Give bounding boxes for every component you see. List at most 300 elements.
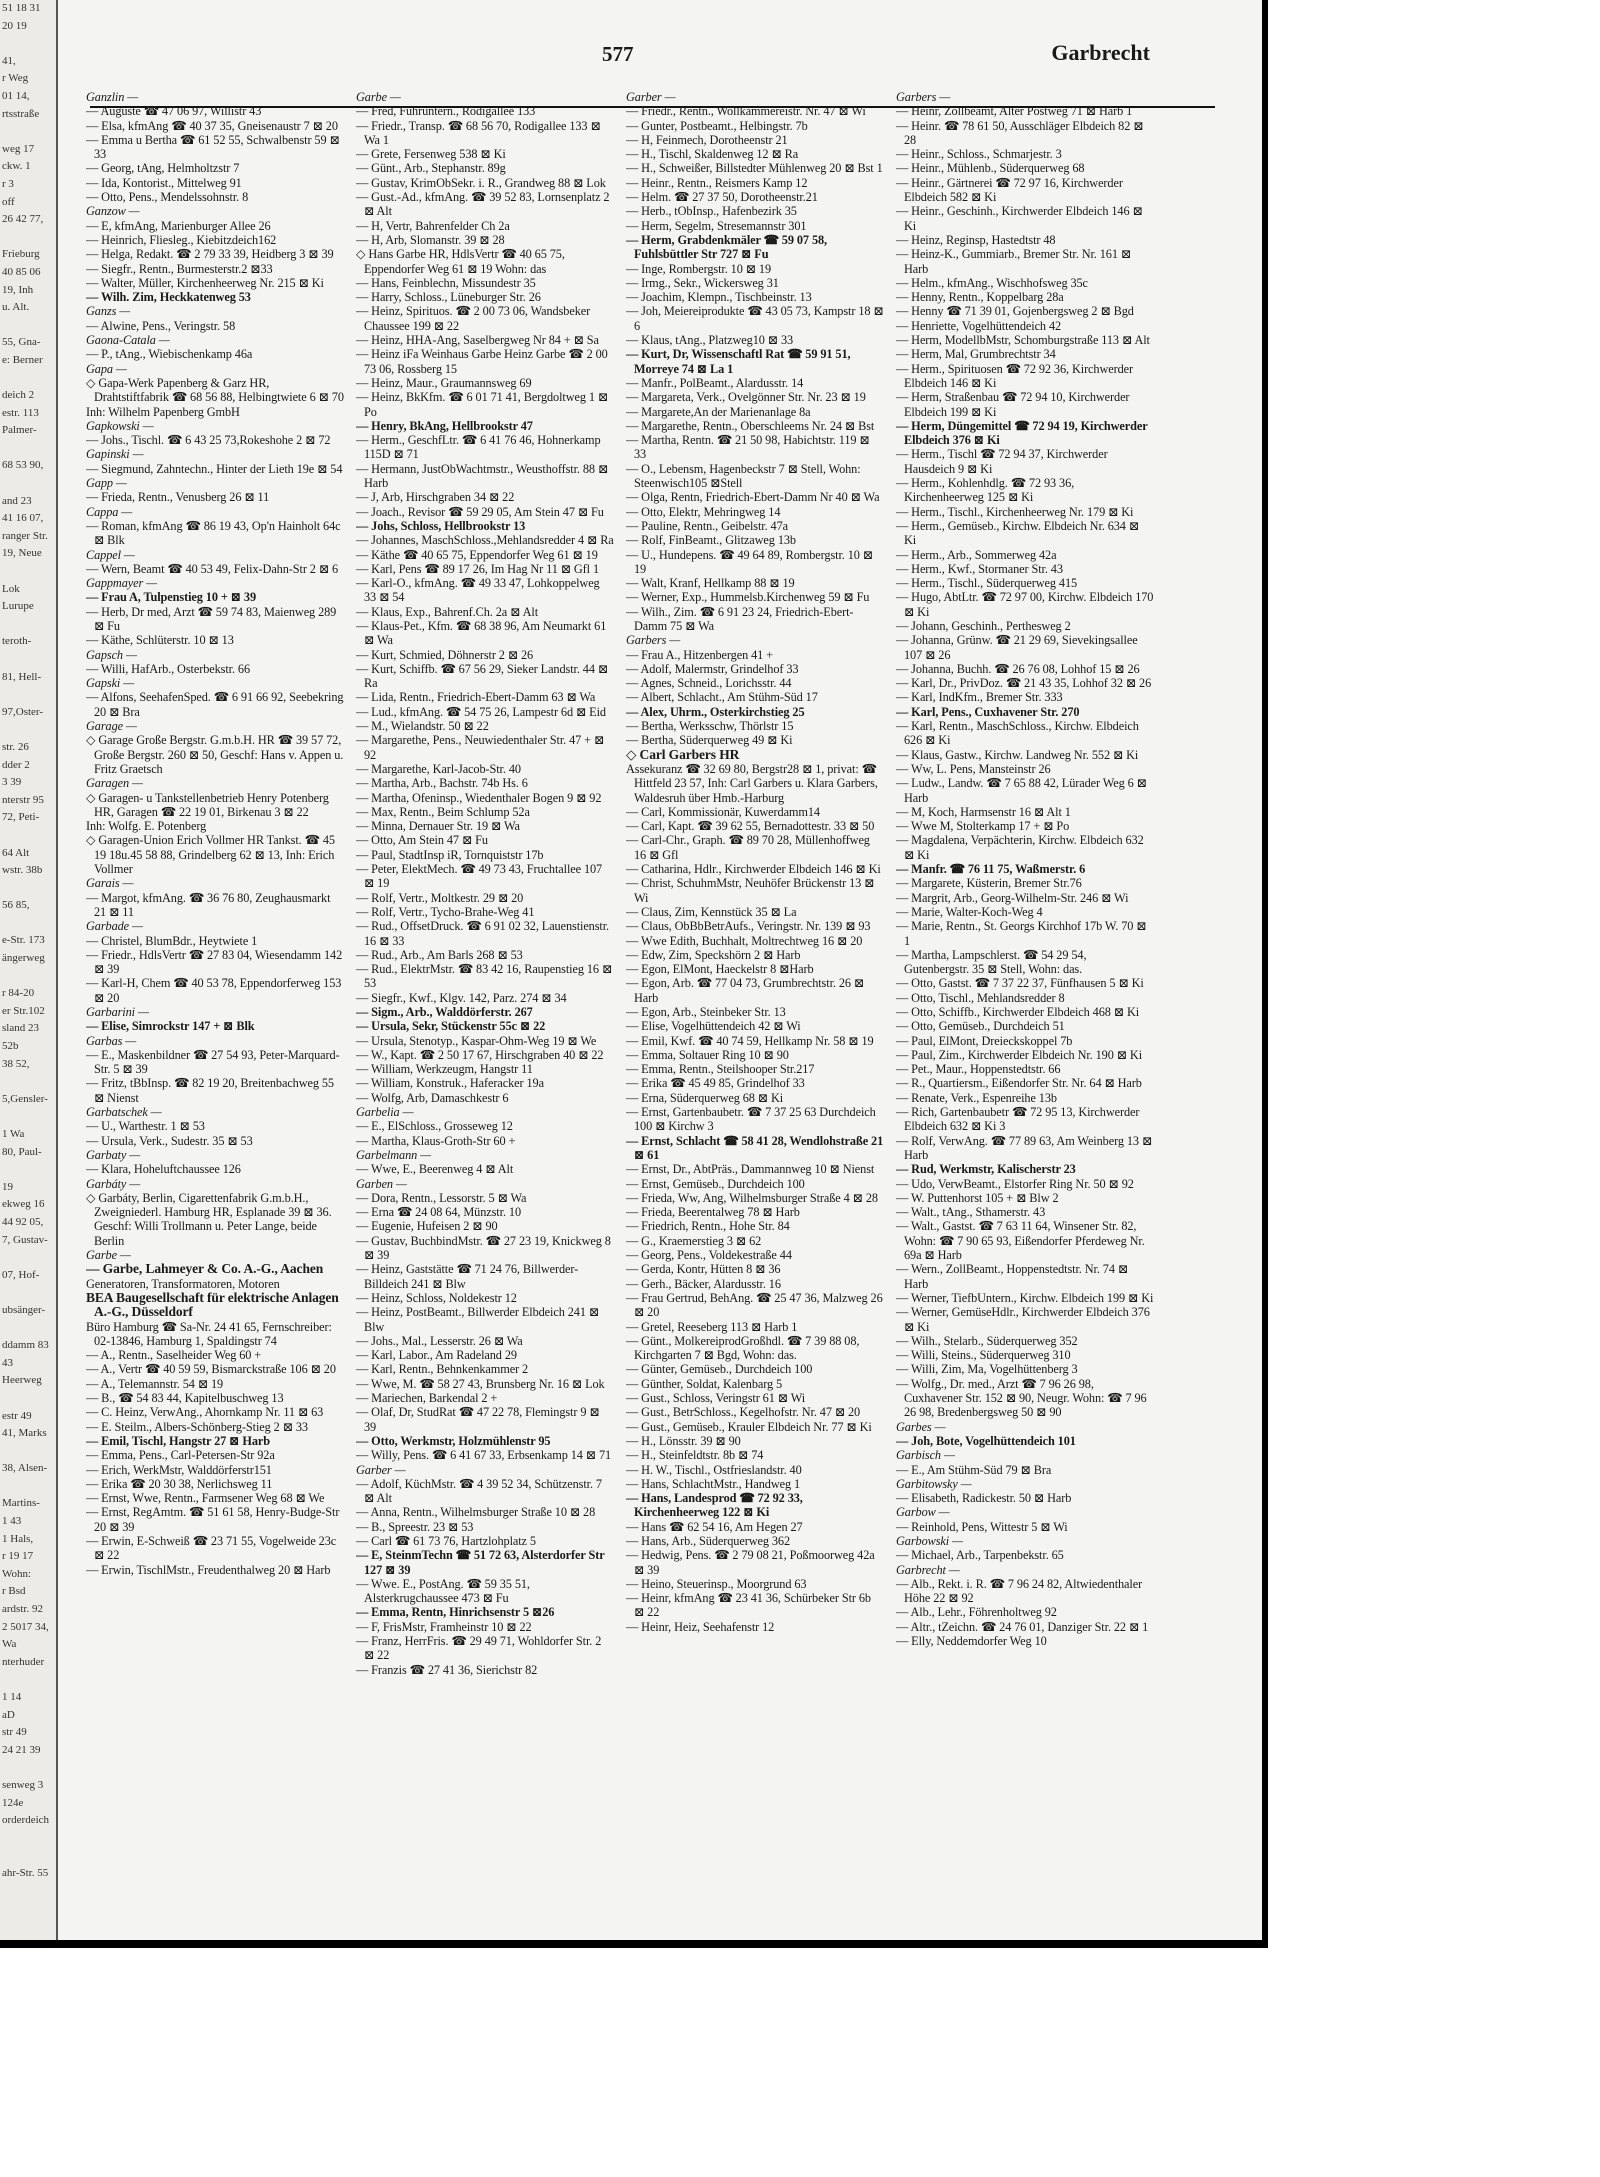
directory-entry: — Heinz, Gaststätte ☎ 71 24 76, Billwerder-Billdeich 241 ⊠ Blw	[356, 1262, 579, 1291]
directory-entry: — Otto, Werkmstr, Holzmühlenstr 95	[356, 1433, 551, 1448]
directory-entry: — F, FrisMstr, Framheinstr 10 ⊠ 22	[356, 1619, 532, 1634]
directory-entry: — Roman, kfmAng ☎ 86 19 43, Op'n Hainholt 64c ⊠ Blk	[86, 518, 341, 548]
directory-entry: — Wilh., Stelarb., Süderquerweg 352	[896, 1333, 1078, 1348]
strip-fragment	[0, 1108, 56, 1126]
strip-fragment: and 23	[2, 494, 32, 507]
directory-entry: — H, Vertr, Bahrenfelder Ch 2a	[356, 218, 510, 233]
strip-fragment: r 3	[2, 177, 14, 190]
directory-entry: — Heino, Steuerinsp., Moorgrund 63	[626, 1576, 807, 1591]
directory-entry: — Martha, Ofeninsp., Wiedenthaler Bogen 9 ⊠ 92	[356, 790, 602, 805]
directory-entry: — M., Wielandstr. 50 ⊠ 22	[356, 719, 489, 734]
strip-fragment: ckw. 1	[2, 160, 31, 173]
strip-fragment: Wohn:	[2, 1567, 32, 1580]
directory-entry: — J, Arb, Hirschgraben 34 ⊠ 22	[356, 490, 515, 505]
directory-entry: — Georg, Pens., Voldekestraße 44	[626, 1248, 792, 1263]
directory-entry: — B., ☎ 54 83 44, Kapitelbuschweg 13	[86, 1391, 284, 1406]
directory-entry: — Christ, SchuhmMstr, Neuhöfer Brückenstr 13 ⊠ Wi	[626, 876, 875, 905]
directory-entry: — Gunter, Postbeamt., Helbingstr. 7b	[626, 118, 808, 133]
surname-heading: Garbade —	[86, 919, 143, 934]
strip-fragment	[0, 721, 56, 739]
directory-entry: — Marie, Rentn., St. Georgs Kirchhof 17b W. 70 ⊠ 1	[896, 919, 1147, 948]
directory-entry: — Frieda, Ww, Ang, Wilhelmsburger Straße 4 ⊠ 28	[626, 1190, 878, 1205]
strip-fragment: senweg 3	[2, 1778, 44, 1791]
directory-entry: — Walt., tAng., Sthamerstr. 43	[896, 1205, 1046, 1220]
directory-entry: — R., Quartiersm., Eißendorfer Str. Nr. 64 ⊠ Harb	[896, 1076, 1142, 1091]
strip-fragment: 7, Gustav-	[2, 1233, 48, 1246]
strip-fragment: 3 39	[2, 776, 22, 789]
directory-entry: — Margarethe, Pens., Neuwiedenthaler Str. 47 + ⊠ 92	[356, 733, 605, 762]
directory-entry: Inh: Wilhelm Papenberg GmbH	[86, 404, 240, 419]
directory-entry: — Günt., Arb., Stephanstr. 89g	[356, 161, 506, 176]
strip-fragment: 55, Gna-	[2, 336, 41, 349]
directory-entry: Inh: Wolfg. E. Potenberg	[86, 819, 207, 834]
scan-border	[0, 1940, 1268, 1948]
directory-entry: — Herm, Segelm, Stresemannstr 301	[626, 218, 807, 233]
surname-heading: Gapkowski —	[86, 418, 154, 433]
directory-entry: — Margarethe, Rentn., Oberschleems Nr. 24 ⊠ Bst	[626, 418, 875, 433]
directory-entry: — H., Tischl, Skaldenweg 12 ⊠ Ra	[626, 147, 799, 162]
directory-entry: — Günter, Gemüseb., Durchdeich 100	[626, 1362, 813, 1377]
strip-fragment: sland 23	[2, 1022, 39, 1035]
directory-entry: — Klara, Hoheluftchaussee 126	[86, 1162, 241, 1177]
directory-entry: — Herb, Dr med, Arzt ☎ 59 74 83, Maienweg 289 ⊠ Fu	[86, 604, 337, 633]
directory-entry: — Pet., Maur., Hoppenstedtstr. 66	[896, 1062, 1061, 1077]
directory-entry: — Helm. ☎ 27 37 50, Dorotheenstr.21	[626, 190, 818, 205]
directory-entry: — Johanna, Grünw. ☎ 21 29 69, Sievekingsallee 107 ⊠ 26	[896, 633, 1138, 662]
strip-fragment	[0, 123, 56, 141]
scan-border	[1262, 0, 1268, 1945]
directory-entry: — Klaus-Pet., Kfm. ☎ 68 38 96, Am Neumarkt 61 ⊠ Wa	[356, 618, 607, 648]
directory-entry: — Gust.-Ad., kfmAng. ☎ 39 52 83, Lornsenplatz 2 ⊠ Alt	[356, 190, 610, 219]
directory-entry: — E, SteinmTechn ☎ 51 72 63, Alsterdorfer Str 127 ⊠ 39	[356, 1548, 605, 1577]
directory-entry: — Herm., Spirituosen ☎ 72 92 36, Kirchwerder Elbdeich 146 ⊠ Ki	[896, 361, 1133, 390]
directory-entry: — Ida, Kontorist., Mittelweg 91	[86, 175, 242, 190]
directory-entry: — Günther, Soldat, Kalenbarg 5	[626, 1376, 783, 1391]
directory-entry: — Elsa, kfmAng ☎ 40 37 35, Gneisenaustr 7 ⊠ 20	[86, 118, 338, 133]
directory-entry: — Joach., Revisor ☎ 59 29 05, Am Stein 47 ⊠ Fu	[356, 504, 604, 519]
directory-entry: — U., Warthestr. 1 ⊠ 53	[86, 1119, 205, 1134]
directory-entry: — Eugenie, Hufeisen 2 ⊠ 90	[356, 1219, 498, 1234]
strip-fragment: 24 21 39	[2, 1743, 41, 1756]
surname-heading: Gapski —	[86, 676, 135, 691]
strip-fragment: Martins-	[2, 1497, 40, 1510]
strip-fragment	[0, 1249, 56, 1267]
directory-entry: — Udo, VerwBeamt., Elstorfer Ring Nr. 50 ⊠ 92	[896, 1176, 1134, 1191]
directory-entry: — Fritz, tBbInsp. ☎ 82 19 20, Breitenbachweg 55 ⊠ Nienst	[86, 1076, 334, 1105]
directory-entry: — Johs., Mal., Lesserstr. 26 ⊠ Wa	[356, 1333, 523, 1348]
directory-entry: — Heinr., Rentn., Reismers Kamp 12	[626, 175, 808, 190]
surname-heading: Garais —	[86, 876, 134, 891]
directory-entry: — Joachim, Klempn., Tischbeinstr. 13	[626, 290, 812, 305]
strip-fragment: r 84-20	[2, 987, 35, 1000]
directory-entry: — Bertha, Süderquerweg 49 ⊠ Ki	[626, 733, 793, 748]
strip-fragment: 1 14	[2, 1691, 22, 1703]
strip-fragment: 5,Gensler-	[2, 1092, 48, 1105]
strip-fragment: 19	[2, 1180, 13, 1193]
directory-entry: — Herm., Kohlenhdlg. ☎ 72 93 36, Kirchenheerweg 125 ⊠ Ki	[896, 476, 1075, 505]
directory-entry: — Elise, Vogelhüttendeich 42 ⊠ Wi	[626, 1019, 801, 1034]
surname-heading: Garbas —	[86, 1033, 137, 1048]
directory-entry: Büro Hamburg ☎ Sa-Nr. 24 41 65, Fernschreiber: 02-13846, Hamburg 1, Spaldingstr 74	[86, 1319, 332, 1348]
strip-fragment: r 19 17	[2, 1550, 34, 1563]
strip-fragment: orderdeich	[2, 1814, 50, 1827]
directory-entry: — Rud, Werkmstr, Kalischerstr 23	[896, 1162, 1076, 1177]
directory-entry: — U., Hundepens. ☎ 49 64 89, Rombergstr. 10 ⊠ 19	[626, 547, 874, 576]
directory-entry: — Johs., Tischl. ☎ 6 43 25 73,Rokeshohe 2 ⊠ 72	[86, 433, 331, 448]
directory-entry: — Walt., Gastst. ☎ 7 63 11 64, Winsener Str. 82, Wohn: ☎ 7 90 65 93, Eißendorfer Pferdeweg Nr. 69a ⊠ Harb	[896, 1219, 1145, 1263]
directory-entry: — Rud., OffsetDruck. ☎ 6 91 02 32, Lauenstienstr. 16 ⊠ 33	[356, 919, 610, 948]
directory-entry: — Wolfg., Dr. med., Arzt ☎ 7 96 26 98, Cuxhavener Str. 152 ⊠ 90, Neugr. Wohn: ☎ 7 96 26 98, Bredenbergsweg 50 ⊠ 90	[896, 1376, 1147, 1420]
directory-entry: — Günt., MolkereiprodGroßhdl. ☎ 7 39 88 08, Kirchgarten 7 ⊠ Bgd, Wohn: das.	[626, 1333, 860, 1363]
directory-entry: — Emma, Soltauer Ring 10 ⊠ 90	[626, 1047, 789, 1062]
directory-entry: — Paul, ElMont, Dreieckskoppel 7b	[896, 1033, 1073, 1048]
directory-entry: — Heinz, Schloss, Noldekestr 12	[356, 1290, 517, 1305]
strip-fragment: Heerweg	[2, 1374, 42, 1387]
directory-entry: — H., Lönsstr. 39 ⊠ 90	[626, 1433, 741, 1448]
strip-fragment: nterhuder	[2, 1655, 45, 1668]
strip-fragment: 2 5017 34,	[2, 1620, 49, 1633]
directory-entry: — Auguste ☎ 47 06 97, Willistr 43	[86, 104, 262, 119]
strip-fragment: 97,Oster-	[2, 705, 44, 718]
strip-fragment	[0, 1320, 56, 1338]
surname-heading: Gapinski —	[86, 447, 144, 462]
strip-fragment: teroth-	[2, 635, 32, 648]
strip-fragment: ubsänger-	[2, 1303, 46, 1316]
directory-entry: — A., Vertr ☎ 40 59 59, Bismarckstraße 106 ⊠ 20	[86, 1362, 336, 1377]
surname-heading: Garbe —	[356, 90, 401, 104]
directory-entry: — Frau A., Hitzenbergen 41 +	[626, 647, 774, 662]
directory-entry: — Franzis ☎ 27 41 36, Sierichstr 82	[356, 1662, 538, 1677]
directory-entry: — Heinr, kfmAng ☎ 23 41 36, Schürbeker Str 6b ⊠ 22	[626, 1591, 871, 1620]
strip-fragment: 1 43	[2, 1515, 22, 1528]
directory-entry: — Karl, IndKfm., Bremer Str. 333	[896, 690, 1063, 705]
directory-entry: — Dora, Rentn., Lessorstr. 5 ⊠ Wa	[356, 1190, 527, 1205]
directory-entry: — Franz, HerrFris. ☎ 29 49 71, Wohldorfer Str. 2 ⊠ 22	[356, 1634, 602, 1663]
directory-entry: — Carl ☎ 61 73 76, Hartzlohplatz 5	[356, 1533, 536, 1548]
strip-fragment: 1 Hals,	[2, 1532, 34, 1545]
directory-entry: — Margarete,An der Marienanlage 8a	[626, 404, 811, 419]
directory-entry: — H., Schweißer, Billstedter Mühlenweg 20 ⊠ Bst 1	[626, 161, 883, 176]
strip-fragment: 68 53 90,	[2, 459, 44, 472]
directory-entry: — Heinr., Geschinh., Kirchwerder Elbdeich 146 ⊠ Ki	[896, 204, 1143, 233]
directory-entry: — Herm, ModellbMstr, Schomburgstraße 113 ⊠ Alt	[896, 333, 1150, 348]
directory-entry: — Klaus, Gastw., Kirchw. Landweg Nr. 552 ⊠ Ki	[896, 747, 1139, 762]
directory-entry: — Helm., kfmAng., Wischhofsweg 35c	[896, 275, 1088, 290]
directory-entry: — C. Heinz, VerwAng., Ahornkamp Nr. 11 ⊠ 63	[86, 1405, 324, 1420]
surname-heading: Gapsch —	[86, 647, 137, 662]
directory-entry: — Willi, Zim, Ma, Vogelhüttenberg 3	[896, 1362, 1078, 1377]
directory-entry: — Johanna, Buchh. ☎ 26 76 08, Lohhof 15 ⊠ 26	[896, 661, 1140, 676]
strip-fragment: 40 85 06	[2, 265, 41, 278]
surname-heading: Garbowski —	[896, 1533, 963, 1548]
directory-entry: — Erna, Süderquerweg 68 ⊠ Ki	[626, 1090, 784, 1105]
directory-entry: — Wilh. Zim, Heckkatenweg 53	[86, 290, 251, 305]
directory-entry: — Ludw., Landw. ☎ 7 65 88 42, Lürader Weg 6 ⊠ Harb	[896, 776, 1147, 805]
surname-heading: Garbers —	[626, 633, 681, 648]
strip-fragment: 64 Alt	[2, 846, 30, 859]
directory-entry: — E., Am Stühm-Süd 79 ⊠ Bra	[896, 1462, 1052, 1477]
directory-entry: — Heinz iFa Weinhaus Garbe Heinz Garbe ☎ 2 00 73 06, Rossberg 15	[356, 347, 608, 376]
directory-entry: — Heinr, Zollbeamt, Alter Postweg 71 ⊠ Harb 1	[896, 104, 1133, 119]
strip-fragment: deich 2	[2, 389, 35, 402]
directory-entry: — H., Steinfeldtstr. 8b ⊠ 74	[626, 1448, 764, 1463]
directory-entry: — Siegfr., Rentn., Burmesterstr.2 ⊠33	[86, 261, 273, 276]
directory-entry: — Siegmund, Zahntechn., Hinter der Lieth 19e ⊠ 54	[86, 461, 343, 476]
strip-fragment: Lurupe	[2, 600, 34, 613]
strip-fragment	[0, 317, 56, 335]
strip-fragment: 44 92 05,	[2, 1215, 44, 1228]
directory-entry: — Emma, Rentn, Hinrichsenstr 5 ⊠26	[356, 1605, 555, 1620]
directory-entry: — Karl, Labor., Am Radeland 29	[356, 1348, 517, 1363]
strip-fragment: off	[2, 195, 15, 208]
directory-entry: — E., ElSchloss., Grosseweg 12	[356, 1119, 513, 1134]
directory-entry: — Harry, Schloss., Lüneburger Str. 26	[356, 290, 541, 305]
directory-entry: — William, Werkzeugm, Hangstr 11	[356, 1062, 533, 1077]
surname-heading: Garbitowsky —	[896, 1476, 972, 1491]
directory-entry: ◇ Carl Garbers HR	[626, 746, 740, 762]
directory-entry: — Rich, Gartenbaubetr ☎ 72 95 13, Kirchwerder Elbdeich 632 ⊠ Ki 3	[896, 1105, 1140, 1134]
strip-fragment: 80, Paul-	[2, 1145, 42, 1158]
directory-entry: — Emil, Kwf. ☎ 40 74 59, Hellkamp Nr. 58 ⊠ 19	[626, 1033, 874, 1048]
directory-entry: — Johannes, MaschSchloss.,Mehlandsredder 4 ⊠ Ra	[356, 533, 614, 548]
strip-fragment	[0, 915, 56, 933]
directory-entry: — Siegfr., Kwf., Klgv. 142, Parz. 274 ⊠ 34	[356, 990, 567, 1005]
strip-fragment: Frieburg	[2, 248, 40, 261]
strip-fragment	[0, 1830, 56, 1848]
directory-columns	[86, 90, 1156, 1910]
directory-entry: — Rolf, FinBeamt., Glitzaweg 13b	[626, 533, 796, 548]
directory-entry: — Fred, Fuhruntern., Rodigallee 133	[356, 104, 536, 119]
strip-fragment: 38 52,	[2, 1057, 30, 1070]
directory-entry: — Willi, Steins., Süderquerweg 310	[896, 1348, 1071, 1363]
directory-entry: — Heinr. ☎ 78 61 50, Ausschläger Elbdeich 82 ⊠ 28	[896, 118, 1144, 147]
surname-heading: Garbers —	[896, 90, 951, 104]
directory-entry: — Karl-H, Chem ☎ 40 53 78, Eppendorferweg 153 ⊠ 20	[86, 976, 342, 1005]
surname-heading: Garbáty —	[86, 1176, 141, 1191]
column-3	[626, 90, 884, 1634]
directory-entry: — Werner, TiefbUntern., Kirchw. Elbdeich 199 ⊠ Ki	[896, 1290, 1154, 1305]
directory-entry: — Wern., ZollBeamt., Hoppenstedtstr. Nr. 74 ⊠ Harb	[896, 1262, 1129, 1291]
directory-entry: — Kurt, Dr, Wissenschaftl Rat ☎ 59 91 51, Morreye 74 ⊠ La 1	[626, 347, 851, 376]
directory-entry: — Egon, Arb., Steinbeker Str. 13	[626, 1005, 786, 1019]
strip-fragment: Palmer-	[2, 424, 37, 437]
strip-fragment	[0, 1161, 56, 1179]
directory-entry: — Wwe. E., PostAng. ☎ 59 35 51, Alsterkrugchaussee 473 ⊠ Fu	[356, 1576, 530, 1606]
strip-fragment: dder 2	[2, 758, 30, 771]
directory-entry: — Herm., GeschfLtr. ☎ 6 41 76 46, Hohnerkamp 115D ⊠ 71	[356, 433, 601, 462]
surname-heading: Garage —	[86, 719, 137, 734]
directory-entry: — Otto, Tischl., Mehlandsredder 8	[896, 990, 1065, 1005]
strip-fragment	[0, 616, 56, 634]
strip-fragment	[0, 35, 56, 53]
strip-fragment: 07, Hof-	[2, 1268, 40, 1281]
strip-fragment	[0, 1443, 56, 1461]
directory-entry: — Otto, Elektr, Mehringweg 14	[626, 504, 781, 519]
directory-entry: — Wwe M, Stolterkamp 17 + ⊠ Po	[896, 819, 1070, 834]
directory-entry: — H, Arb, Slomanstr. 39 ⊠ 28	[356, 232, 505, 247]
directory-entry: — Gust., BetrSchloss., Kegelhofstr. Nr. 47 ⊠ 20	[626, 1405, 861, 1420]
directory-entry: — H, Feinmech, Dorotheenstr 21	[626, 132, 788, 147]
strip-fragment: 1 Wa	[2, 1128, 25, 1140]
directory-entry: — Frieda, Rentn., Venusberg 26 ⊠ 11	[86, 490, 270, 505]
strip-fragment	[0, 880, 56, 898]
directory-entry: — Otto, Gemüseb., Durchdeich 51	[896, 1019, 1065, 1034]
directory-entry: — Heinr, Heiz, Seehafenstr 12	[626, 1619, 775, 1634]
strip-fragment	[0, 440, 56, 458]
directory-entry: — Rolf, VerwAng. ☎ 77 89 63, Am Weinberg 13 ⊠ Harb	[896, 1133, 1153, 1162]
directory-entry: — Karl, Rentn., Behnkenkammer 2	[356, 1362, 529, 1377]
directory-entry: — Otto, Schiffb., Kirchwerder Elbdeich 468 ⊠ Ki	[896, 1005, 1140, 1019]
directory-entry: — W., Kapt. ☎ 2 50 17 67, Hirschgraben 40 ⊠ 22	[356, 1047, 604, 1062]
directory-entry: — Heinz, HHA-Ang, Saselbergweg Nr 84 + ⊠ Sa	[356, 333, 599, 348]
directory-entry: Assekuranz ☎ 32 69 80, Bergstr28 ⊠ 1, privat: ☎ Hittfeld 23 57, Inh: Carl Garbers u. Klara Garbers, Waldesruh über Hmb.-Harburg	[626, 761, 878, 805]
directory-entry: — Hans, Arb., Süderquerweg 362	[626, 1533, 791, 1548]
strip-fragment: nterstr 95	[2, 793, 44, 806]
directory-entry: — Kurt, Schmied, Döhnerstr 2 ⊠ 26	[356, 647, 534, 662]
directory-entry: — Carl-Chr., Graph. ☎ 89 70 28, Müllenhoffweg 16 ⊠ Gfl	[626, 833, 870, 862]
strip-fragment: Lok	[2, 582, 20, 595]
directory-entry: — Herm, Mal, Grumbrechtstr 34	[896, 347, 1056, 362]
strip-fragment: ekweg 16	[2, 1198, 45, 1211]
strip-fragment	[0, 1847, 56, 1865]
strip-fragment: r Weg	[2, 72, 29, 85]
directory-entry: — Agnes, Schneid., Lorichsstr. 44	[626, 676, 792, 691]
directory-entry: — Minna, Dernauer Str. 19 ⊠ Wa	[356, 819, 520, 834]
directory-entry: — Claus, ObBbBetrAufs., Veringstr. Nr. 139 ⊠ 93	[626, 919, 871, 934]
strip-fragment: str. 26	[2, 740, 29, 753]
strip-fragment: 38, Alsen-	[2, 1462, 48, 1475]
directory-entry: — Irmg., Sekr., Wickersweg 31	[626, 275, 779, 290]
strip-fragment: aD	[2, 1708, 15, 1721]
directory-entry: — Pauline, Rentn., Geibelstr. 47a	[626, 518, 788, 533]
strip-fragment: 52b	[2, 1040, 19, 1053]
directory-entry: — Carl, Kapt. ☎ 39 62 55, Bernadottestr. 33 ⊠ 50	[626, 819, 875, 834]
directory-entry: — G., Kraemerstieg 3 ⊠ 62	[626, 1233, 762, 1248]
directory-entry: — Egon, ElMont, Haeckelstr 8 ⊠Harb	[626, 962, 814, 977]
directory-entry: — Herm., Tischl., Kirchenheerweg Nr. 179 ⊠ Ki	[896, 504, 1134, 519]
directory-entry: — Ww, L. Pens, Mansteinstr 26	[896, 761, 1051, 776]
directory-entry: — Ernst, Gartenbaubetr. ☎ 7 37 25 63 Durchdeich 100 ⊠ Kirchw 3	[626, 1105, 876, 1134]
directory-entry: — Erika ☎ 45 49 85, Grindelhof 33	[626, 1076, 805, 1091]
directory-entry: — Käthe ☎ 40 65 75, Eppendorfer Weg 61 ⊠ 19	[356, 547, 598, 562]
directory-entry: ◇ Garagen-Union Erich Vollmer HR Tankst. ☎ 45 19 18u.45 58 88, Grindelberg 62 ⊠ 13, Inh: Erich Vollmer	[86, 833, 335, 877]
directory-entry: — Wilh., Zim. ☎ 6 91 23 24, Friedrich-Ebert-Damm 75 ⊠ Wa	[626, 604, 854, 633]
directory-entry: — B., Spreestr. 23 ⊠ 53	[356, 1519, 474, 1534]
surname-heading: Ganzlin —	[86, 90, 139, 104]
strip-fragment	[0, 1759, 56, 1777]
directory-entry: — Lud., kfmAng. ☎ 54 75 26, Lampestr 6d ⊠ Eid	[356, 704, 606, 719]
directory-entry: — Gust., Gemüseb., Krauler Elbdeich Nr. 77 ⊠ Ki	[626, 1419, 872, 1434]
surname-heading: Gaona-Catala —	[86, 333, 170, 348]
directory-entry: — Gerda, Kontr, Hütten 8 ⊠ 36	[626, 1262, 781, 1277]
directory-entry: — Manfr., PolBeamt., Alardusstr. 14	[626, 375, 804, 390]
directory-entry: — M, Koch, Harmsenstr 16 ⊠ Alt 1	[896, 804, 1071, 819]
directory-entry: — Mariechen, Barkendal 2 +	[356, 1391, 498, 1406]
directory-entry: — Margarete, Küsterin, Bremer Str.76	[896, 876, 1082, 891]
directory-entry: — Otto, Pens., Mendelssohnstr. 8	[86, 190, 249, 205]
strip-fragment	[0, 1671, 56, 1689]
directory-entry: — Alex, Uhrm., Osterkirchstieg 25	[626, 704, 805, 719]
directory-entry: — Klaus, Exp., Bahrenf.Ch. 2a ⊠ Alt	[356, 604, 539, 619]
directory-entry: — Heinr., Schloss., Schmarjestr. 3	[896, 147, 1062, 162]
surname-heading: Garbarini —	[86, 1005, 149, 1019]
directory-entry: — Martha, Klaus-Groth-Str 60 +	[356, 1133, 516, 1148]
directory-entry: — Herm., Gemüseb., Kirchw. Elbdeich Nr. 634 ⊠ Ki	[896, 518, 1140, 548]
directory-entry: — Carl, Kommissionär, Kuwerdamm14	[626, 804, 820, 819]
directory-entry: — Sigm., Arb., Walddörferstr. 267	[356, 1005, 533, 1019]
directory-entry: — Hans, SchlachtMstr., Handweg 1	[626, 1476, 801, 1491]
running-head: Garbrecht	[1051, 40, 1150, 65]
directory-entry: — Wwe, M. ☎ 58 27 43, Brunsberg Nr. 16 ⊠ Lok	[356, 1376, 605, 1391]
directory-entry: — E., Maskenbildner ☎ 27 54 93, Peter-Marquard-Str. 5 ⊠ 39	[86, 1047, 340, 1077]
directory-entry: — Erna ☎ 24 08 64, Münzstr. 10	[356, 1205, 521, 1220]
directory-entry: — Elisabeth, Radickestr. 50 ⊠ Harb	[896, 1491, 1072, 1506]
directory-entry: — O., Lebensm, Hagenbeckstr 7 ⊠ Stell, Wohn: Steenwisch105 ⊠Stell	[626, 461, 861, 491]
directory-entry: — Henry, BkAng, Hellbrookstr 47	[356, 418, 533, 433]
surname-heading: Garbelmann —	[356, 1147, 431, 1162]
strip-fragment: 43	[2, 1356, 13, 1369]
directory-entry: — Albert, Schlacht., Am Stühm-Süd 17	[626, 690, 818, 705]
surname-heading: Garber —	[626, 90, 676, 104]
directory-entry: — Olaf, Dr, StudRat ☎ 47 22 78, Flemingstr 9 ⊠ 39	[356, 1405, 600, 1434]
directory-entry: — Joh, Meiereiprodukte ☎ 43 05 73, Kampstr 18 ⊠ 6	[626, 304, 884, 333]
directory-entry: — Erich, WerkMstr, Walddörferstr151	[86, 1462, 272, 1477]
directory-entry: — Martha, Lampschlerst. ☎ 54 29 54, Gutenbergstr. 35 ⊠ Stell, Wohn: das.	[896, 947, 1087, 977]
directory-entry: — Hans ☎ 62 54 16, Am Hegen 27	[626, 1519, 803, 1534]
strip-fragment: 26 42 77,	[2, 213, 44, 226]
directory-entry: — Karl, Pens., Cuxhavener Str. 270	[896, 704, 1080, 719]
surname-heading: Garbes —	[896, 1419, 946, 1434]
strip-fragment: 51 18 31	[2, 2, 41, 14]
directory-entry: — Michael, Arb., Tarpenbekstr. 65	[896, 1548, 1064, 1563]
strip-fragment	[0, 1073, 56, 1091]
directory-entry: — Ernst, Gemüseb., Durchdeich 100	[626, 1176, 805, 1191]
directory-entry: — Paul, Zim., Kirchwerder Elbdeich Nr. 190 ⊠ Ki	[896, 1047, 1143, 1062]
directory-entry: — Emma, Rentn., Steilshooper Str.217	[626, 1062, 815, 1077]
surname-heading: Garben —	[356, 1176, 407, 1191]
directory-entry: — Heinz, BkKfm. ☎ 6 01 71 41, Bergdoltweg 1 ⊠ Po	[356, 390, 609, 419]
directory-entry: — Adolf, Malermstr, Grindelhof 33	[626, 661, 799, 676]
strip-fragment	[0, 827, 56, 845]
directory-entry: — Wolfg, Arb, Damaschkestr 6	[356, 1090, 509, 1105]
directory-entry: — Johs, Schloss, Hellbrookstr 13	[356, 518, 526, 533]
directory-entry: — Elise, Simrockstr 147 + ⊠ Blk	[86, 1019, 255, 1034]
surname-heading: Garbrecht —	[896, 1562, 960, 1577]
directory-entry: — Rolf, Vertr., Tycho-Brahe-Weg 41	[356, 904, 535, 919]
directory-entry: — Henny ☎ 71 39 01, Gojenbergsweg 2 ⊠ Bgd	[896, 304, 1134, 319]
directory-entry: — Lida, Rentn., Friedrich-Ebert-Damm 63 ⊠ Wa	[356, 690, 596, 705]
strip-fragment: er Str.102	[2, 1004, 45, 1017]
directory-entry: — Herm., Kwf., Stormaner Str. 43	[896, 561, 1063, 576]
directory-entry: — Karl, Pens ☎ 89 17 26, Im Hag Nr 11 ⊠ Gfl 1	[356, 561, 600, 576]
strip-fragment: 20 19	[2, 19, 27, 32]
directory-entry: ◇ Gapa-Werk Papenberg & Garz HR, Drahtstiftfabrik ☎ 68 56 88, Helbingtwiete 6 ⊠ 70	[86, 375, 344, 405]
directory-entry: Generatoren, Transformatoren, Motoren	[86, 1276, 280, 1291]
strip-fragment: 81, Hell-	[2, 670, 42, 683]
directory-entry: — Willy, Pens. ☎ 6 41 67 33, Erbsenkamp 14 ⊠ 71	[356, 1448, 612, 1463]
strip-fragment: 01 14,	[2, 89, 30, 102]
directory-entry: — Georg, tAng, Helmholtzstr 7	[86, 161, 240, 176]
directory-entry: — Johann, Geschinh., Perthesweg 2	[896, 618, 1071, 633]
directory-entry: — Altr., tZeichn. ☎ 24 76 01, Danziger Str. 22 ⊠ 1	[896, 1619, 1149, 1634]
directory-entry: — Gerh., Bäcker, Alardusstr. 16	[626, 1276, 781, 1291]
surname-heading: Garbatschek —	[86, 1105, 162, 1120]
surname-heading: Garagen —	[86, 776, 143, 791]
directory-entry: — Ernst, Schlacht ☎ 58 41 28, Wendlohstraße 21 ⊠ 61	[626, 1133, 884, 1162]
directory-entry: — Hans, Landesprod ☎ 72 92 33, Kirchenheerweg 122 ⊠ Ki	[626, 1491, 803, 1520]
directory-entry: — Heinz-K., Gummiarb., Bremer Str. Nr. 161 ⊠ Harb	[896, 247, 1132, 276]
directory-entry: — Adolf, KüchMstr. ☎ 4 39 52 34, Schützenstr. 7 ⊠ Alt	[356, 1476, 602, 1506]
